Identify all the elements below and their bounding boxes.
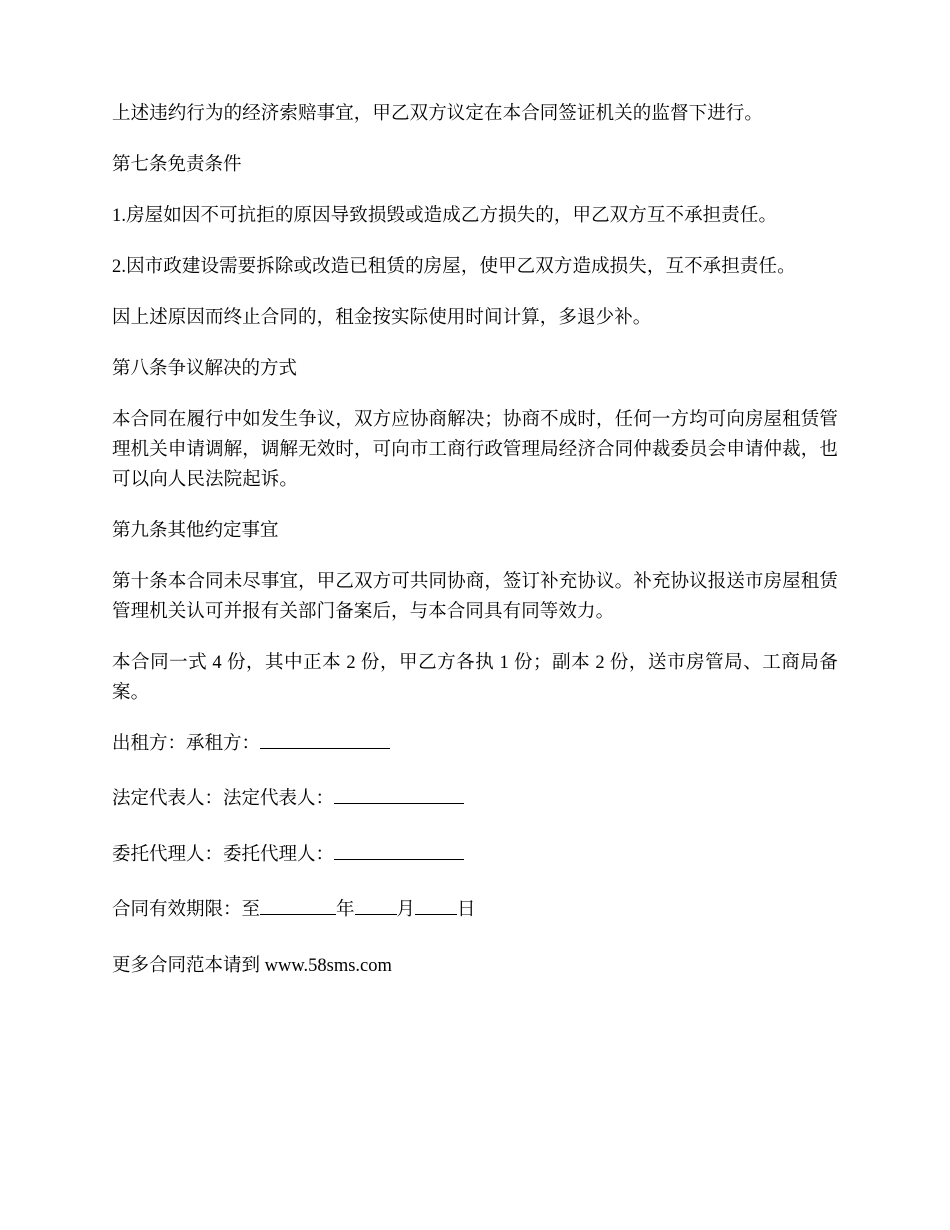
validity-unit-year: 年 xyxy=(336,900,355,921)
signature-label-lessor-lessee: 出租方：承租方： xyxy=(112,733,261,754)
validity-blank-day xyxy=(415,914,457,915)
paragraph-copies-clause: 本合同一式 4 份，其中正本 2 份，甲乙方各执 1 份；副本 2 份，送市房管局、工商局备案。 xyxy=(112,652,838,703)
signature-line-legal-representatives xyxy=(112,785,838,815)
paragraph-article-7-item-2: 2.因市政建设需要拆除或改造已租赁的房屋，使甲乙双方造成损失，互不承担责任。 xyxy=(112,256,796,277)
validity-period-label: 合同有效期限：至 xyxy=(112,900,261,921)
signature-line-lessor-lessee xyxy=(112,730,838,760)
validity-period-line xyxy=(112,896,838,926)
signature-blank-entrusted-agents xyxy=(334,859,464,860)
signature-blank-legal-representatives xyxy=(334,803,464,804)
validity-blank-month xyxy=(355,914,397,915)
paragraph-breach-claim: 上述违约行为的经济索赔事宜，甲乙双方议定在本合同签证机关的监督下进行。 xyxy=(112,104,764,124)
paragraph-article-7-item-3: 因上述原因而终止合同的，租金按实际使用时间计算，多退少补。 xyxy=(112,307,652,328)
validity-unit-day: 日 xyxy=(457,900,476,921)
heading-article-8: 第八条争议解决的方式 xyxy=(112,358,298,379)
signature-blank-lessor-lessee xyxy=(260,748,390,749)
signature-label-entrusted-agents: 委托代理人：委托代理人： xyxy=(112,844,335,865)
footer-note: 更多合同范本请到 www.58sms.com xyxy=(112,955,392,976)
heading-article-7: 第七条免责条件 xyxy=(112,154,242,175)
paragraph-article-10-body: 第十条本合同未尽事宜，甲乙双方可共同协商，签订补充协议。补充协议报送市房屋租赁管理机关认可并报有关部门备案后，与本合同具有同等效力。 xyxy=(112,571,838,622)
paragraph-article-7-item-1: 1.房屋如因不可抗拒的原因导致损毁或造成乙方损失的，甲乙双方互不承担责任。 xyxy=(112,205,778,226)
signature-line-entrusted-agents xyxy=(112,841,838,871)
signature-label-legal-representatives: 法定代表人：法定代表人： xyxy=(112,789,335,810)
validity-unit-month: 月 xyxy=(396,900,416,921)
document-body xyxy=(112,100,838,982)
validity-blank-year xyxy=(260,914,336,915)
heading-article-9: 第九条其他约定事宜 xyxy=(112,520,279,541)
paragraph-article-8-body: 本合同在履行中如发生争议，双方应协商解决；协商不成时，任何一方均可向房屋租赁管理机关申请调解，调解无效时，可向市工商行政管理局经济合同仲裁委员会申请仲裁，也可以向人民法院起诉。 xyxy=(112,409,838,490)
